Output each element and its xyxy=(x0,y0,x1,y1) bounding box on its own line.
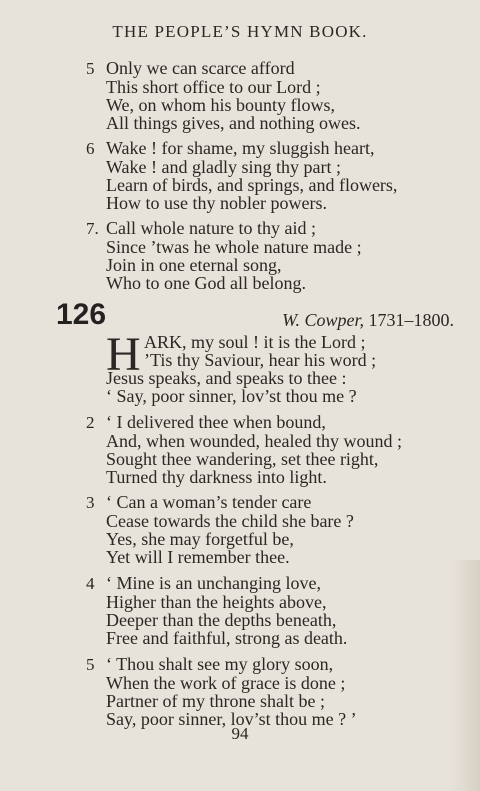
stanza-line: ‘ Can a woman’s tender care xyxy=(106,492,312,512)
stanza-line: Free and faithful, strong as death. xyxy=(106,628,348,648)
author-attribution xyxy=(282,310,454,331)
hymn-number: 126 xyxy=(56,298,107,331)
stanza-line: How to use thy nobler powers. xyxy=(106,193,327,213)
stanza-line: Join in one eternal song, xyxy=(106,255,282,275)
stanza-line: Yet will I remember thee. xyxy=(106,547,290,567)
stanza-line: Partner of my throne shalt be ; xyxy=(106,691,325,711)
stanza-number: 4 xyxy=(86,574,95,593)
stanza-number: 5 xyxy=(86,655,95,674)
stanza-line: Cease towards the child she bare ? xyxy=(106,511,354,531)
stanza-line: And, when wounded, healed thy wound ; xyxy=(106,431,402,451)
stanza-line: ’Tis thy Saviour, hear his word ; xyxy=(144,350,377,370)
stanza-line: When the work of grace is done ; xyxy=(106,673,346,693)
stanza-line: ‘ I delivered thee when bound, xyxy=(106,412,326,432)
stanza-number: 7. xyxy=(86,219,99,238)
drop-cap: H xyxy=(106,328,141,381)
stanza-number: 5 xyxy=(86,59,95,78)
stanza-line: We, on whom his bounty flows, xyxy=(106,95,336,115)
stanza-1 xyxy=(106,328,377,406)
page-edge-shading xyxy=(450,560,480,791)
stanza-line: This short office to our Lord ; xyxy=(106,77,321,97)
stanza-line: ‘ Mine is an unchanging love, xyxy=(106,573,321,593)
running-title: THE PEOPLE’S HYMN BOOK. xyxy=(112,22,368,41)
stanza-7-prev xyxy=(86,219,362,292)
stanza-line: ‘ Say, poor sinner, lov’st thou me ? xyxy=(106,386,357,406)
stanza-number: 2 xyxy=(86,413,95,432)
stanza-line: Wake ! and gladly sing thy part ; xyxy=(106,157,341,177)
stanza-4 xyxy=(86,574,347,647)
author-name: W. Cowper, xyxy=(282,310,364,330)
stanza-5 xyxy=(86,655,357,728)
page-number: 94 xyxy=(231,724,249,743)
author-dates: 1731–1800. xyxy=(368,310,454,330)
stanza-line: Who to one God all belong. xyxy=(106,273,306,293)
stanza-number: 3 xyxy=(86,493,95,512)
stanza-6-prev xyxy=(86,139,397,212)
stanza-line: Yes, she may forgetful be, xyxy=(106,529,294,549)
stanza-line: Deeper than the depths beneath, xyxy=(106,610,337,630)
stanza-5-prev xyxy=(86,59,361,132)
stanza-line: Turned thy darkness into light. xyxy=(106,467,327,487)
stanza-line: Higher than the heights above, xyxy=(106,592,327,612)
stanza-line: Call whole nature to thy aid ; xyxy=(106,218,316,238)
stanza-line: All things gives, and nothing owes. xyxy=(106,113,361,133)
stanza-number: 6 xyxy=(86,139,95,158)
stanza-line: Sought thee wandering, set thee right, xyxy=(106,449,379,469)
stanza-line: Wake ! for shame, my sluggish heart, xyxy=(106,138,375,158)
stanza-line: Jesus speaks, and speaks to thee : xyxy=(106,368,347,388)
stanza-line: Only we can scarce afford xyxy=(106,58,295,78)
stanza-line: ARK, my soul ! it is the Lord ; xyxy=(144,332,366,352)
stanza-line: Learn of birds, and springs, and flowers, xyxy=(106,175,398,195)
stanza-3 xyxy=(86,493,354,566)
stanza-2 xyxy=(86,413,402,486)
stanza-line: Say, poor sinner, lov’st thou me ? ’ xyxy=(106,709,357,729)
stanza-line: ‘ Thou shalt see my glory soon, xyxy=(106,654,334,674)
stanza-line: Since ’twas he whole nature made ; xyxy=(106,237,362,257)
